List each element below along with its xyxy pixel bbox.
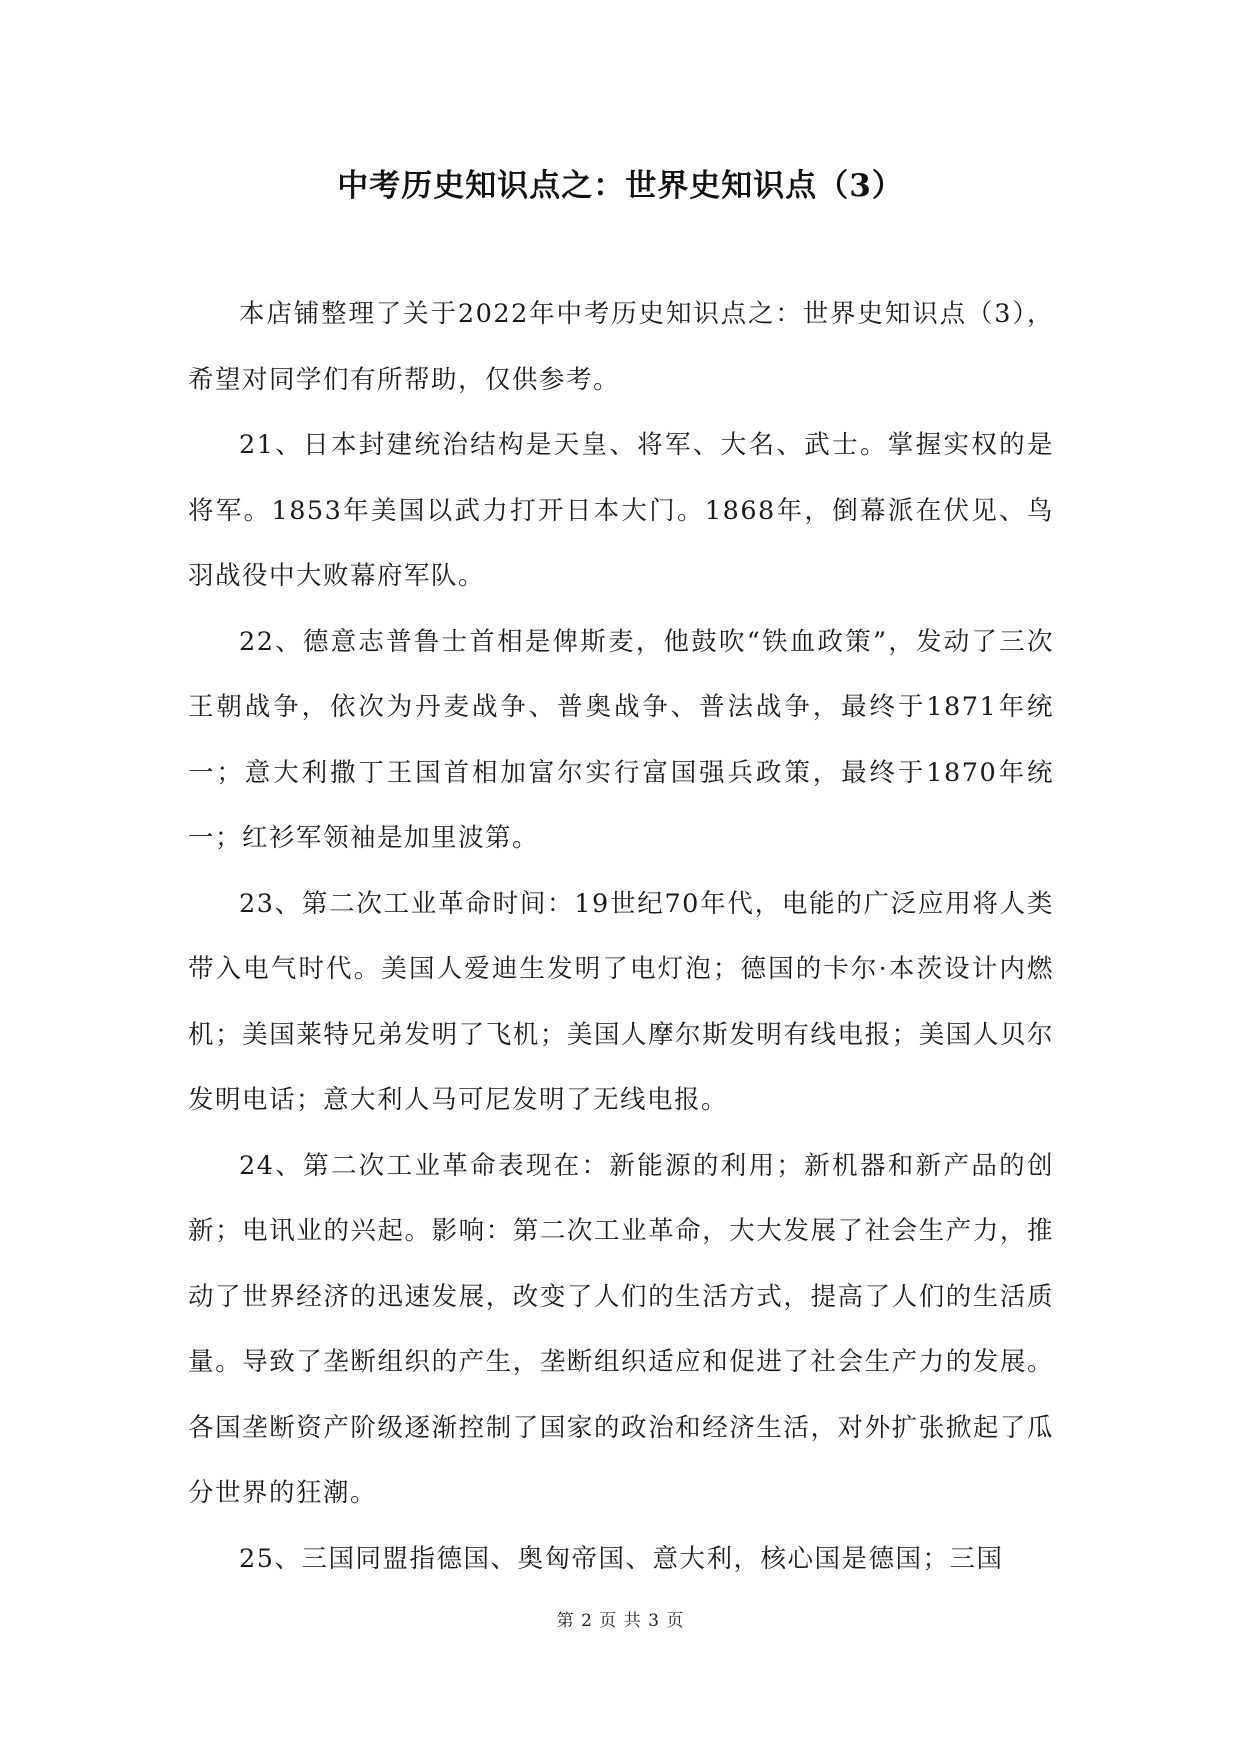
paragraph-24: 24、第二次工业革命表现在：新能源的利用；新机器和新产品的创新；电讯业的兴起。影响：第二次工业革命，大大发展了社会生产力，推动了世界经济的迅速发展，改变了人们的生活方式，提高了人们的生活质量。导致了垄断组织的产生，垄断组织适应和促进了社会生产力的发展。各国垄断资产阶级逐渐控制了国家的政治和经济生活，对外扩张掀起了瓜分世界的狂潮。 [188,1150,1054,1508]
page-footer: 第 2 页 共 3 页 [556,1611,685,1631]
page-title: 中考历史知识点之：世界史知识点（3） [337,168,904,204]
document-body [188,282,1054,1592]
paragraph-23: 23、第二次工业革命时间：19世纪70年代，电能的广泛应用将人类带入电气时代。美国人爱迪生发明了电灯泡；德国的卡尔·本茨设计内燃机；美国莱特兄弟发明了飞机；美国人摩尔斯发明有线电报；美国人贝尔发明电话；意大利人马可尼发明了无线电报。 [188,888,1054,1115]
paragraph-21: 21、日本封建统治结构是天皇、将军、大名、武士。掌握实权的是将军。1853年美国以武力打开日本大门。1868年，倒幕派在伏见、鸟羽战役中大败幕府军队。 [188,430,1054,591]
paragraph-22: 22、德意志普鲁士首相是俾斯麦，他鼓吹“铁血政策”，发动了三次王朝战争，依次为丹麦战争、普奥战争、普法战争，最终于1871年统一；意大利撒丁王国首相加富尔实行富国强兵政策，最终于1870年统一；红衫军领袖是加里波第。 [188,626,1054,853]
paragraph-intro: 本店铺整理了关于2022年中考历史知识点之：世界史知识点（3），希望对同学们有所帮助，仅供参考。 [188,299,1054,395]
paragraph-25: 25、三国同盟指德国、奥匈帝国、意大利，核心国是德国；三国 [239,1543,1004,1574]
